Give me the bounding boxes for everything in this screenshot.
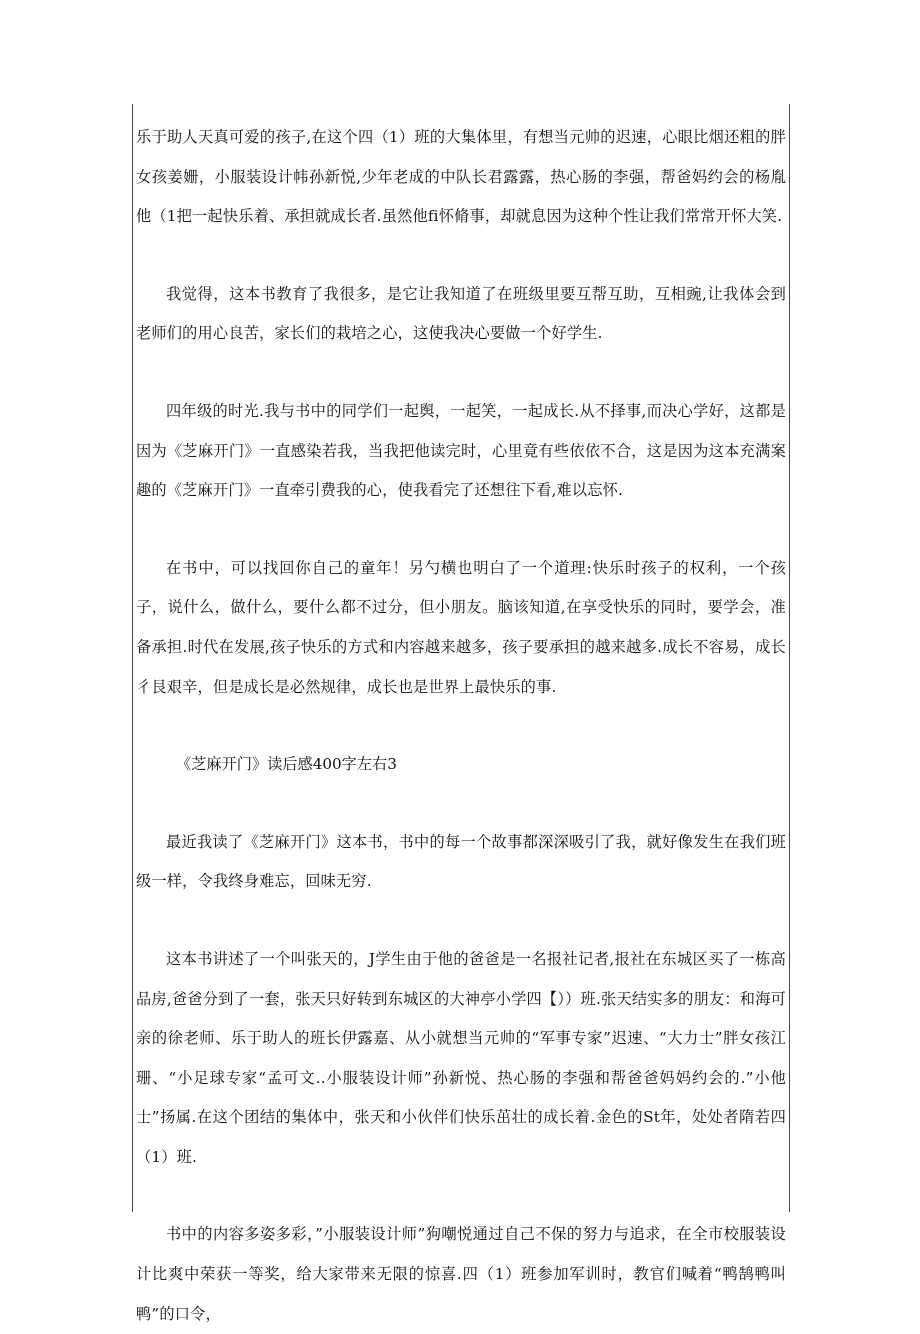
paragraph-3: 四年级的时光.我与书中的同学们一起舆，一起笑，一起成长.从不择事,而决心学好，这都是因为《芝麻开门》一直感染若我，当我把他读完时，心里竟有些依依不合，这是因为这本充满案趣的《芝麻开门》一直牵引费我的心，使我看完了还想往下看,难以忘怀. — [136, 401, 786, 500]
paragraph-6: 这本书讲述了一个叫张天的，J学生由于他的爸爸是一名报社记者,报社在东城区买了一栋高品房,爸爸分到了一套，张天只好转到东城区的大神亭小学四【））班.张天结实多的朋友：和海可亲的徐老师、乐于助人的班长伊露嘉、从小就想当元帅的“军事专家”迟速、“大力士”胖女孩江珊、“小足球专家“孟可文..小服装设计师”孙新悦、热心肠的李强和帮爸爸妈妈约会的.”小他士”扬属.在这个团结的集体中，张天和小伙伴们快乐茁壮的成长着.金色的St年，处处者隋若四（1）班. — [136, 949, 786, 1166]
paragraph-7: 书中的内容多姿多彩，”小服装设计师”狗嘲悦通过自己不保的努力与追求，在全市校服装设计比爽中荣获一等奖，给大家带来无限的惊喜.四（1）班参加军训时，教官们喊着“鸭鹄鸭叫鸭”的口令， — [136, 1225, 786, 1323]
section-heading: 《芝麻开门》读后感400字左右3 — [176, 755, 397, 774]
paragraph-2: 我觉得，这本书教育了我很多，是它让我知道了在班级里要互帮互助，互相豌,让我体会到老师们的用心良苦，家长们的栽培之心，这使我决心要做一个好学生. — [136, 284, 786, 343]
document-body — [136, 118, 786, 1334]
paragraph-gap — [136, 354, 786, 392]
paragraph-5: 最近我读了《芝麻开门》这本书，书中的每一个故事都深深吸引了我，就好像发生在我们班级一样，令我终身难忘，回味无穷. — [136, 832, 786, 891]
paragraph-gap — [136, 707, 786, 745]
paragraph-gap — [136, 902, 786, 940]
paragraph-4: 在书中，可以找回你自己的童年！另勺横也明白了一个道理:快乐时孩子的权利，一个孩子，说什么，做什么，要什么都不过分，但小朋友。脑该知道,在享受快乐的同时，要学会，准备承担.时代在发展,孩子快乐的方式和内容越来越多，孩子要承担的越来越多.成长不容易，成长彳艮艰辛，但是成长是必然规律，成长也是世界上最快乐的事. — [136, 558, 786, 696]
paragraph-1: 乐于助人天真可爱的孩子,在这个四（1）班的大集体里，有想当元帅的迟速，心眼比烟还粗的胖女孩姜姗，小服装设计帏孙新悦,少年老成的中队长君露露，热心肠的李强，帮爸妈约会的杨胤他（1把一起快乐着、承担就成长者.虽然他fi怀脩事，却就息因为这种个性让我们常常开怀大笑. — [136, 128, 786, 226]
paragraph-gap — [136, 511, 786, 549]
page-border-right — [789, 104, 790, 1212]
paragraph-gap — [136, 785, 786, 823]
paragraph-gap — [136, 1177, 786, 1215]
paragraph-gap — [136, 237, 786, 275]
page-border-left — [132, 104, 133, 1212]
